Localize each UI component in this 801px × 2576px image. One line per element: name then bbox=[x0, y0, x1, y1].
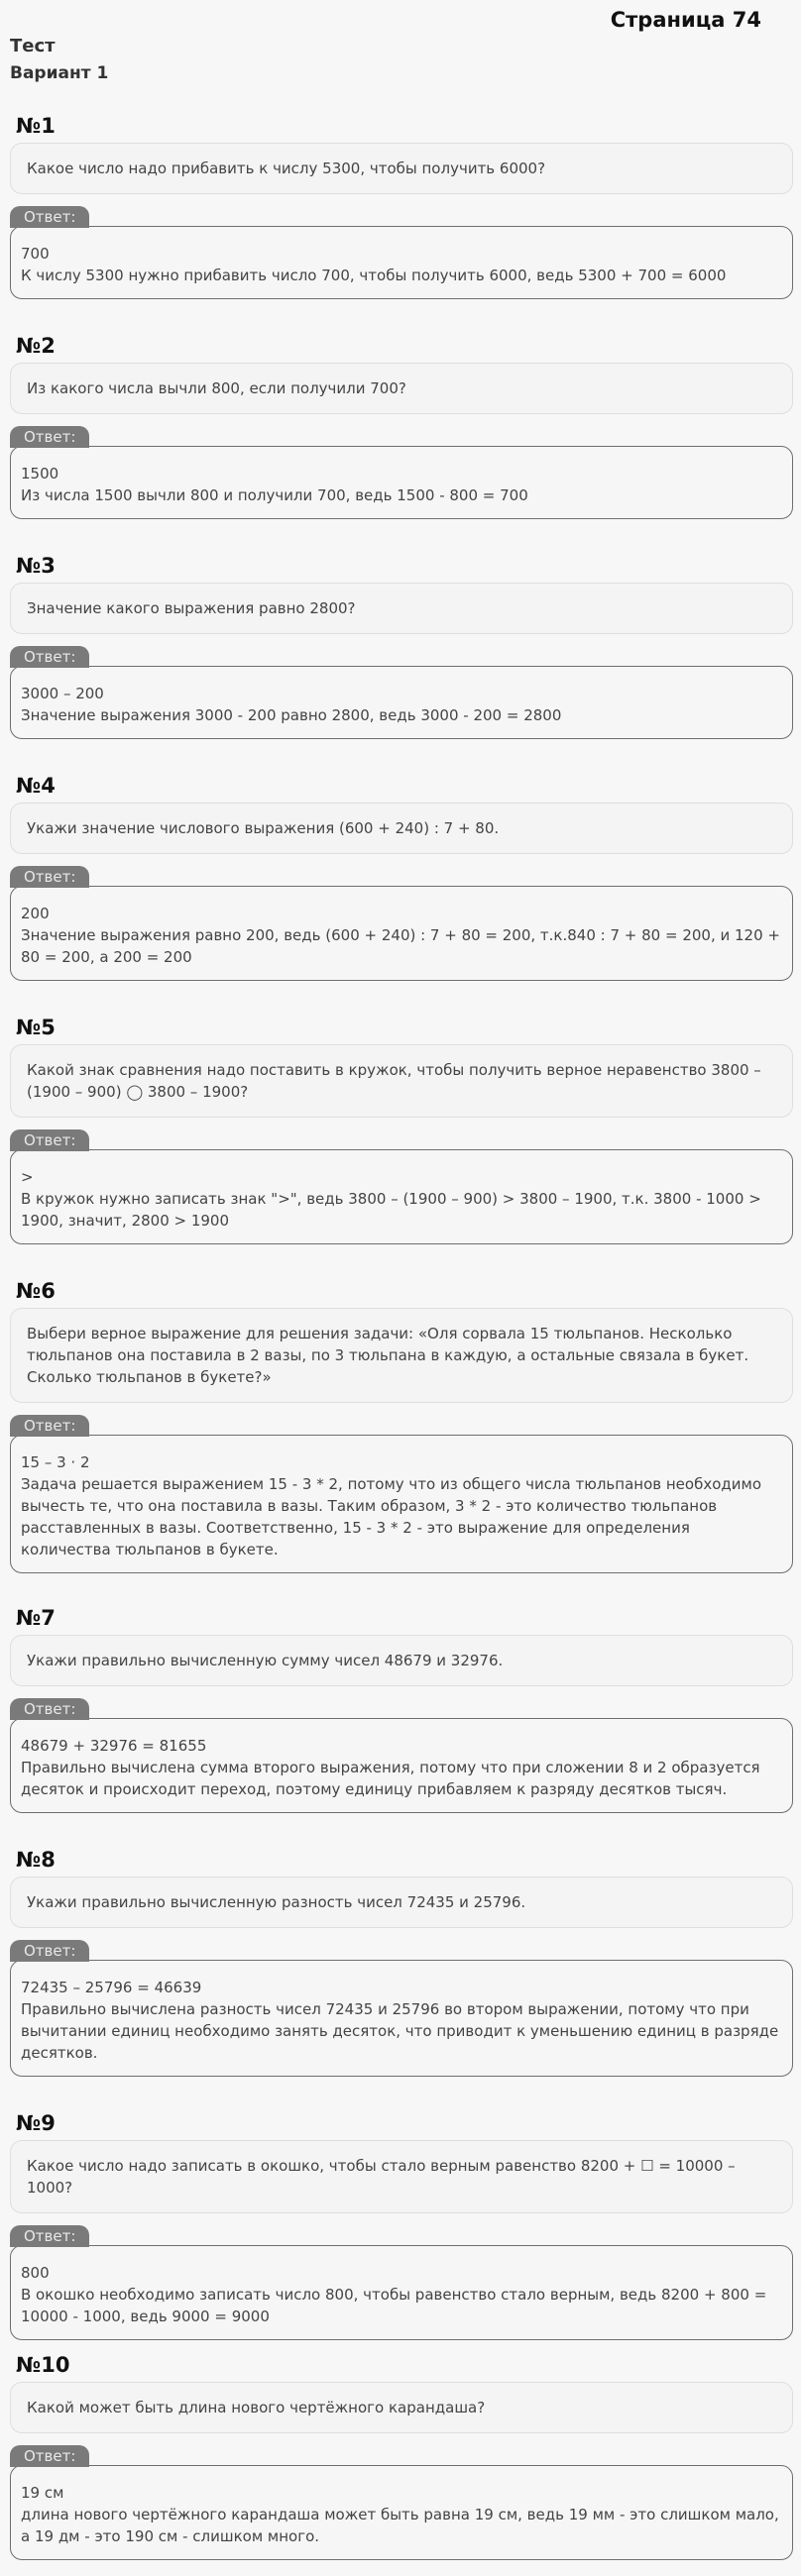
answer-value: > bbox=[21, 1168, 34, 1186]
answer-explanation: В кружок нужно записать знак ">", ведь 3800 – (1900 – 900) > 3800 – 1900, т.к. 3800 - 1000 > 1900, значит, 2800 > 1900 bbox=[21, 1190, 761, 1230]
question-box: Укажи значение числового выражения (600 + 240) : 7 + 80. bbox=[10, 803, 793, 854]
answer-box bbox=[10, 446, 793, 519]
task-number: №2 bbox=[16, 334, 56, 358]
answer-box bbox=[10, 1149, 793, 1244]
answer-explanation: длина нового чертёжного карандаша может быть равна 19 см, ведь 19 мм - это слишком мало, а 19 дм - это 190 см - слишком много. bbox=[21, 2506, 779, 2545]
answer-tab: Ответ: bbox=[10, 1698, 89, 1720]
task-6 bbox=[10, 1278, 793, 1573]
answer-value: 700 bbox=[21, 245, 50, 263]
task-number: №4 bbox=[16, 774, 56, 798]
test-title: Тест bbox=[10, 36, 56, 56]
answer-tab: Ответ: bbox=[10, 1129, 89, 1151]
question-box: Значение какого выражения равно 2800? bbox=[10, 583, 793, 634]
answer-box bbox=[10, 226, 793, 299]
answer-box bbox=[10, 1960, 793, 2077]
answer-value: 48679 + 32976 = 81655 bbox=[21, 1737, 207, 1755]
question-box: Какое число надо записать в окошко, чтобы стало верным равенство 8200 + ☐ = 10000 – 1000? bbox=[10, 2140, 793, 2213]
answer-explanation: Значение выражения равно 200, ведь (600 + 240) : 7 + 80 = 200, т.к.840 : 7 + 80 = 200, и 120 + 80 = 200, а 200 = 200 bbox=[21, 926, 780, 966]
answer-value: 19 см bbox=[21, 2484, 64, 2502]
answer-explanation: Значение выражения 3000 - 200 равно 2800, ведь 3000 - 200 = 2800 bbox=[21, 706, 562, 724]
task-3 bbox=[10, 553, 793, 739]
task-10 bbox=[10, 2352, 793, 2560]
answer-tab: Ответ: bbox=[10, 1415, 89, 1437]
question-box: Из какого числа вычли 800, если получили 700? bbox=[10, 363, 793, 414]
answer-box bbox=[10, 666, 793, 739]
answer-box bbox=[10, 1435, 793, 1573]
task-9 bbox=[10, 2110, 793, 2340]
task-4 bbox=[10, 773, 793, 981]
question-box: Выбери верное выражение для решения задачи: «Оля сорвала 15 тюльпанов. Несколько тюльпанов она поставила в 2 вазы, по 3 тюльпана в каждую, а остальные связала в букет. Сколько тюльпанов в букете?» bbox=[10, 1308, 793, 1403]
answer-value: 15 – 3 · 2 bbox=[21, 1453, 90, 1471]
variant-label: Вариант 1 bbox=[10, 63, 109, 83]
answer-value: 3000 – 200 bbox=[21, 685, 104, 702]
answer-tab: Ответ: bbox=[10, 646, 89, 668]
question-box: Укажи правильно вычисленную сумму чисел 48679 и 32976. bbox=[10, 1635, 793, 1686]
answer-tab: Ответ: bbox=[10, 426, 89, 448]
task-5 bbox=[10, 1015, 793, 1244]
answer-explanation: Из числа 1500 вычли 800 и получили 700, ведь 1500 - 800 = 700 bbox=[21, 486, 528, 504]
question-box: Укажи правильно вычисленную разность чисел 72435 и 25796. bbox=[10, 1877, 793, 1928]
answer-explanation: В окошко необходимо записать число 800, чтобы равенство стало верным, ведь 8200 + 800 = 10000 - 1000, ведь 9000 = 9000 bbox=[21, 2286, 767, 2325]
page-number: Страница 74 bbox=[610, 8, 761, 32]
task-8 bbox=[10, 1847, 793, 2077]
question-box: Какой знак сравнения надо поставить в кружок, чтобы получить верное неравенство 3800 – (1900 – 900) ◯ 3800 – 1900? bbox=[10, 1044, 793, 1118]
task-number: №1 bbox=[16, 114, 56, 138]
task-number: №6 bbox=[16, 1279, 56, 1303]
answer-tab: Ответ: bbox=[10, 1940, 89, 1962]
task-number: №9 bbox=[16, 2111, 56, 2135]
answer-explanation: Правильно вычислена разность чисел 72435 и 25796 во втором выражении, потому что при вычитании единиц необходимо занять десяток, что приводит к уменьшению единиц в разряде десятков. bbox=[21, 2000, 779, 2062]
answer-explanation: Правильно вычислена сумма второго выражения, потому что при сложении 8 и 2 образуется десяток и происходит переход, поэтому единицу прибавляем к разряду десятков тысяч. bbox=[21, 1759, 760, 1798]
task-number: №10 bbox=[16, 2353, 70, 2377]
question-box: Какое число надо прибавить к числу 5300, чтобы получить 6000? bbox=[10, 143, 793, 194]
answer-tab: Ответ: bbox=[10, 866, 89, 888]
task-number: №5 bbox=[16, 1016, 56, 1039]
answer-explanation: К числу 5300 нужно прибавить число 700, чтобы получить 6000, ведь 5300 + 700 = 6000 bbox=[21, 267, 727, 284]
task-number: №7 bbox=[16, 1606, 56, 1630]
task-number: №3 bbox=[16, 554, 56, 578]
answer-box bbox=[10, 2465, 793, 2560]
answer-tab: Ответ: bbox=[10, 2225, 89, 2247]
task-1 bbox=[10, 113, 793, 299]
answer-box bbox=[10, 2245, 793, 2340]
question-box: Какой может быть длина нового чертёжного карандаша? bbox=[10, 2382, 793, 2433]
answer-tab: Ответ: bbox=[10, 206, 89, 228]
answer-value: 200 bbox=[21, 905, 50, 922]
answer-value: 72435 – 25796 = 46639 bbox=[21, 1979, 202, 1996]
answer-box bbox=[10, 886, 793, 981]
task-2 bbox=[10, 333, 793, 519]
answer-value: 800 bbox=[21, 2264, 50, 2282]
answer-value: 1500 bbox=[21, 465, 59, 483]
task-number: №8 bbox=[16, 1848, 56, 1872]
answer-box bbox=[10, 1718, 793, 1813]
answer-tab: Ответ: bbox=[10, 2445, 89, 2467]
task-7 bbox=[10, 1605, 793, 1813]
answer-explanation: Задача решается выражением 15 - 3 * 2, потому что из общего числа тюльпанов необходимо вычесть те, что она поставила в вазы. Таким образом, 3 * 2 - это количество тюльпанов расставленных в вазы. Соответственно, 15 - 3 * 2 - это выражение для определения количества тюльпанов в букете. bbox=[21, 1475, 761, 1558]
